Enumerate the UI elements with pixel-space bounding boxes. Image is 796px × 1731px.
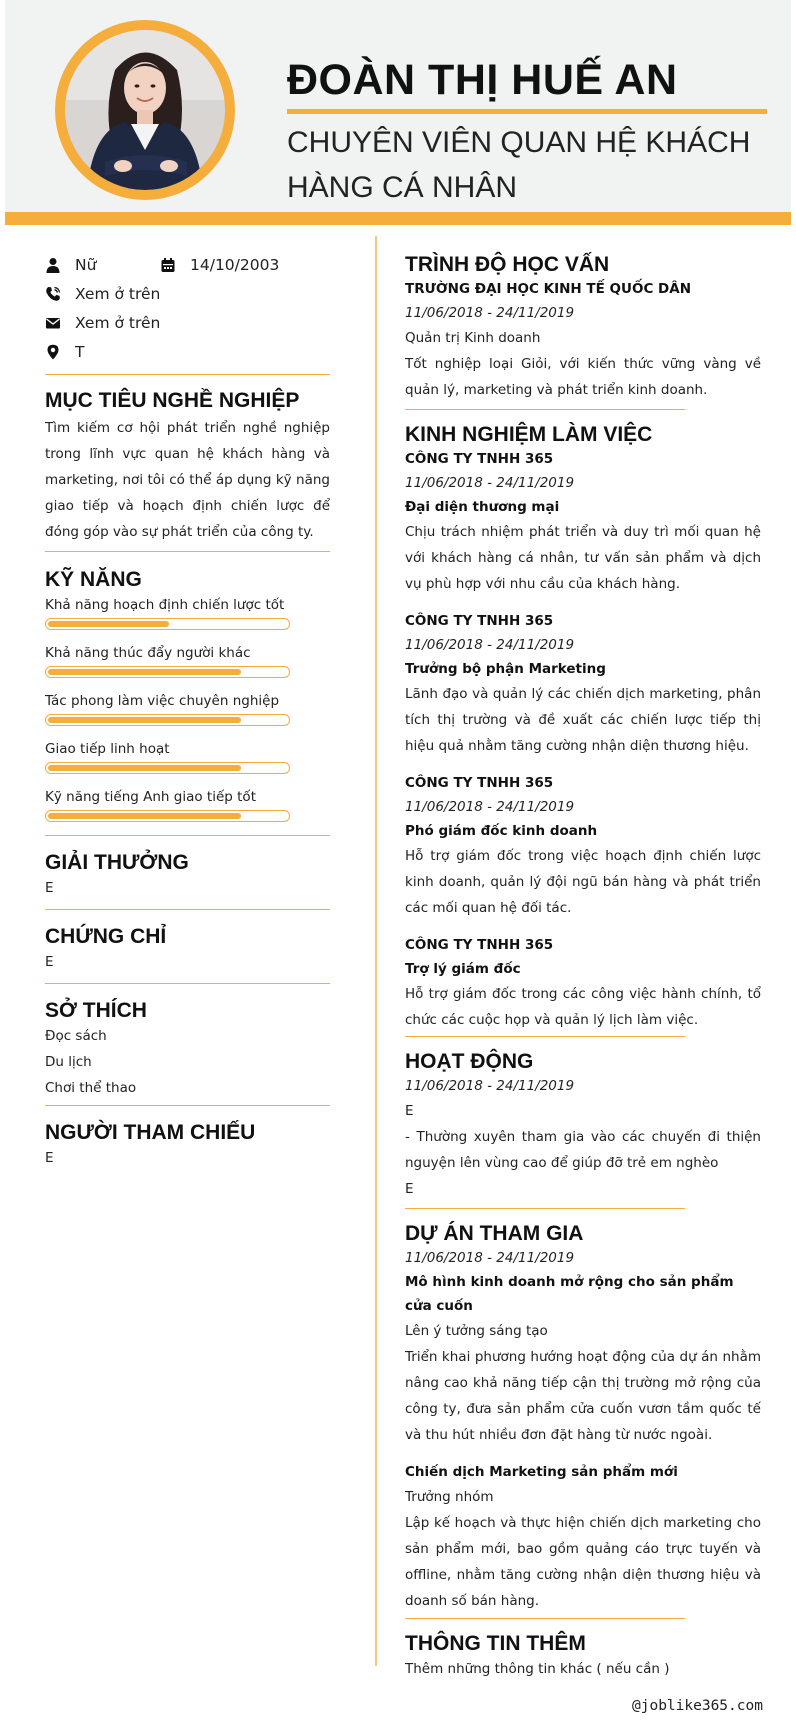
experience-role: Phó giám đốc kinh doanh xyxy=(405,823,598,839)
education-text: Tốt nghiệp loại Giỏi, với kiến thức vững vàng về quản lý, marketing và phát triển kinh doanh. xyxy=(405,356,761,398)
email-icon xyxy=(45,315,61,331)
section-divider xyxy=(45,551,330,552)
experience-role: Đại diện thương mại xyxy=(405,499,560,515)
experience-description: Hỗ trợ giám đốc trong các công việc hành chính, tổ chức các cuộc họp và quản lý lịch làm việc. xyxy=(405,986,761,1028)
additional-text: Thêm những thông tin khác ( nếu cần ) xyxy=(405,1661,670,1677)
experience-description: Chịu trách nhiệm phát triển và duy trì mối quan hệ với khách hàng cá nhân, tư vấn sản phẩm và dịch vụ phù hợp với nhu cầu của khách hàng. xyxy=(405,524,761,592)
portrait-photo xyxy=(65,30,225,190)
hobby-item: Chơi thể thao xyxy=(45,1080,137,1096)
column-divider xyxy=(375,236,377,1666)
skill-bar-fill xyxy=(48,717,241,723)
education-dates: 11/06/2018 - 24/11/2019 xyxy=(405,305,575,321)
experience-company: CÔNG TY TNHH 365 xyxy=(405,937,554,953)
birthday-value: 14/10/2003 xyxy=(190,255,280,274)
activities-text: - Thường xuyên tham gia vào các chuyến đi thiện nguyện lên vùng cao để giúp đỡ trẻ em nghèo xyxy=(405,1129,761,1171)
hobbies-title: SỞ THÍCH xyxy=(45,999,147,1022)
projects-list xyxy=(405,1270,761,1614)
project-role: Trưởng nhóm xyxy=(405,1489,494,1505)
calendar-icon xyxy=(160,257,176,273)
experience-dates: 11/06/2018 - 24/11/2019 xyxy=(405,475,575,491)
full-name: ĐOÀN THỊ HUẾ AN xyxy=(287,56,678,104)
section-divider xyxy=(405,1208,685,1209)
section-divider xyxy=(45,1105,330,1106)
experience-company: CÔNG TY TNHH 365 xyxy=(405,451,554,467)
project-name: Mô hình kinh doanh mở rộng cho sản phẩm cửa cuốn xyxy=(405,1274,734,1314)
gender-value: Nữ xyxy=(75,255,97,274)
skill-label: Khả năng hoạch định chiến lược tốt xyxy=(45,597,285,613)
education-major: Quản trị Kinh doanh xyxy=(405,330,541,346)
objective-text: Tìm kiếm cơ hội phát triển nghề nghiệp trong lĩnh vực quan hệ khách hàng và marketing, nơi tôi có thể áp dụng kỹ năng giao tiếp và hoạch định chiến lược để đóng góp vào sự phát triển của công ty. xyxy=(45,420,330,540)
experience-description: Lãnh đạo và quản lý các chiến dịch marketing, phân tích thị trường và đề xuất các chiến lược tiếp thị hiệu quả nhằm tăng cường nhận diện thương hiệu. xyxy=(405,686,761,754)
experience-list xyxy=(405,447,761,1033)
skill-bar-fill xyxy=(48,621,169,627)
project-name: Chiến dịch Marketing sản phẩm mới xyxy=(405,1464,678,1480)
skill-bar-fill xyxy=(48,765,241,771)
activities-line2: E xyxy=(405,1181,414,1197)
right-column xyxy=(405,253,761,1682)
education-school: TRƯỜNG ĐẠI HỌC KINH TẾ QUỐC DÂN xyxy=(405,281,692,297)
user-icon xyxy=(45,257,61,273)
projects-title: DỰ ÁN THAM GIA xyxy=(405,1222,584,1245)
section-divider xyxy=(45,374,330,375)
project-item xyxy=(405,1270,761,1448)
references-text: E xyxy=(45,1150,54,1166)
avatar xyxy=(65,30,225,190)
header xyxy=(5,0,791,212)
section-divider xyxy=(405,1036,685,1037)
experience-title: KINH NGHIỆM LÀM VIỆC xyxy=(405,423,653,446)
experience-item xyxy=(405,933,761,1033)
avatar-ring xyxy=(55,20,235,200)
section-divider xyxy=(45,835,330,836)
project-description: Triển khai phương hướng hoạt động của dự án nhằm nâng cao khả năng tiếp cận thị trường mở rộng của công ty, đưa sản phẩm cửa cuốn vươn tầm quốc tế và thu hút nhiều đơn đặt hàng từ nước ngoài. xyxy=(405,1349,761,1443)
experience-item xyxy=(405,609,761,759)
awards-title: GIẢI THƯỞNG xyxy=(45,851,189,874)
map-pin-icon xyxy=(45,344,61,360)
address-value: T xyxy=(75,342,85,361)
phone-icon xyxy=(45,286,61,302)
activities-dates: 11/06/2018 - 24/11/2019 xyxy=(405,1078,575,1094)
skill-label: Kỹ năng tiếng Anh giao tiếp tốt xyxy=(45,789,256,805)
experience-company: CÔNG TY TNHH 365 xyxy=(405,613,554,629)
name-underline xyxy=(287,109,767,114)
skill-bar xyxy=(45,762,290,774)
certificates-text: E xyxy=(45,954,54,970)
header-accent-bar xyxy=(5,212,791,225)
experience-description: Hỗ trợ giám đốc trong việc hoạch định chiến lược kinh doanh, quản lý đội ngũ bán hàng và phát triển các mối quan hệ đối tác. xyxy=(405,848,761,916)
experience-role: Trưởng bộ phận Marketing xyxy=(405,661,606,677)
education-title: TRÌNH ĐỘ HỌC VẤN xyxy=(405,253,610,276)
contact-row-email xyxy=(45,308,330,337)
references-title: NGƯỜI THAM CHIẾU xyxy=(45,1121,256,1144)
experience-dates: 11/06/2018 - 24/11/2019 xyxy=(405,637,575,653)
hobby-item: Du lịch xyxy=(45,1054,92,1070)
skills-list xyxy=(45,595,330,822)
section-divider xyxy=(45,909,330,910)
skill-bar xyxy=(45,666,290,678)
job-title: CHUYÊN VIÊN QUAN HỆ KHÁCH HÀNG CÁ NHÂN xyxy=(287,126,751,204)
additional-title: THÔNG TIN THÊM xyxy=(405,1632,586,1655)
skills-title: KỸ NĂNG xyxy=(45,568,142,591)
contact-row-address xyxy=(45,337,330,366)
project-description: Lập kế hoạch và thực hiện chiến dịch marketing cho sản phẩm mới, bao gồm quảng cáo trực tuyến và offline, nhằm tăng cường nhận diện thương hiệu và doanh số bán hàng. xyxy=(405,1515,761,1609)
project-role: Lên ý tưởng sáng tạo xyxy=(405,1323,548,1339)
cv-page xyxy=(5,0,791,1731)
experience-item xyxy=(405,771,761,921)
skill-bar xyxy=(45,714,290,726)
projects-dates: 11/06/2018 - 24/11/2019 xyxy=(405,1250,575,1266)
certificates-title: CHỨNG CHỈ xyxy=(45,925,167,948)
experience-item xyxy=(405,447,761,597)
skill-bar-fill xyxy=(48,669,241,675)
objective-title: MỤC TIÊU NGHỀ NGHIỆP xyxy=(45,389,300,412)
contact-row-gender-birthday xyxy=(45,250,330,279)
hobby-item: Đọc sách xyxy=(45,1028,107,1044)
watermark: @joblike365.com xyxy=(632,1698,763,1714)
activities-line1: E xyxy=(405,1103,414,1119)
experience-dates: 11/06/2018 - 24/11/2019 xyxy=(405,799,575,815)
project-item xyxy=(405,1460,761,1614)
section-divider xyxy=(45,983,330,984)
contact-row-phone xyxy=(45,279,330,308)
skill-bar xyxy=(45,810,290,822)
awards-text: E xyxy=(45,880,54,896)
email-value: Xem ở trên xyxy=(75,313,161,332)
section-divider xyxy=(405,1618,685,1619)
experience-role: Trợ lý giám đốc xyxy=(405,961,521,977)
skill-label: Giao tiếp linh hoạt xyxy=(45,741,170,757)
experience-company: CÔNG TY TNHH 365 xyxy=(405,775,554,791)
hobbies-list xyxy=(45,1023,330,1101)
skill-bar-fill xyxy=(48,813,241,819)
activities-title: HOẠT ĐỘNG xyxy=(405,1050,534,1073)
phone-value: Xem ở trên xyxy=(75,284,161,303)
skill-label: Tác phong làm việc chuyên nghiệp xyxy=(45,693,280,709)
left-column xyxy=(45,250,330,1171)
skill-label: Khả năng thúc đẩy người khác xyxy=(45,645,251,661)
skill-bar xyxy=(45,618,290,630)
section-divider xyxy=(405,409,685,410)
